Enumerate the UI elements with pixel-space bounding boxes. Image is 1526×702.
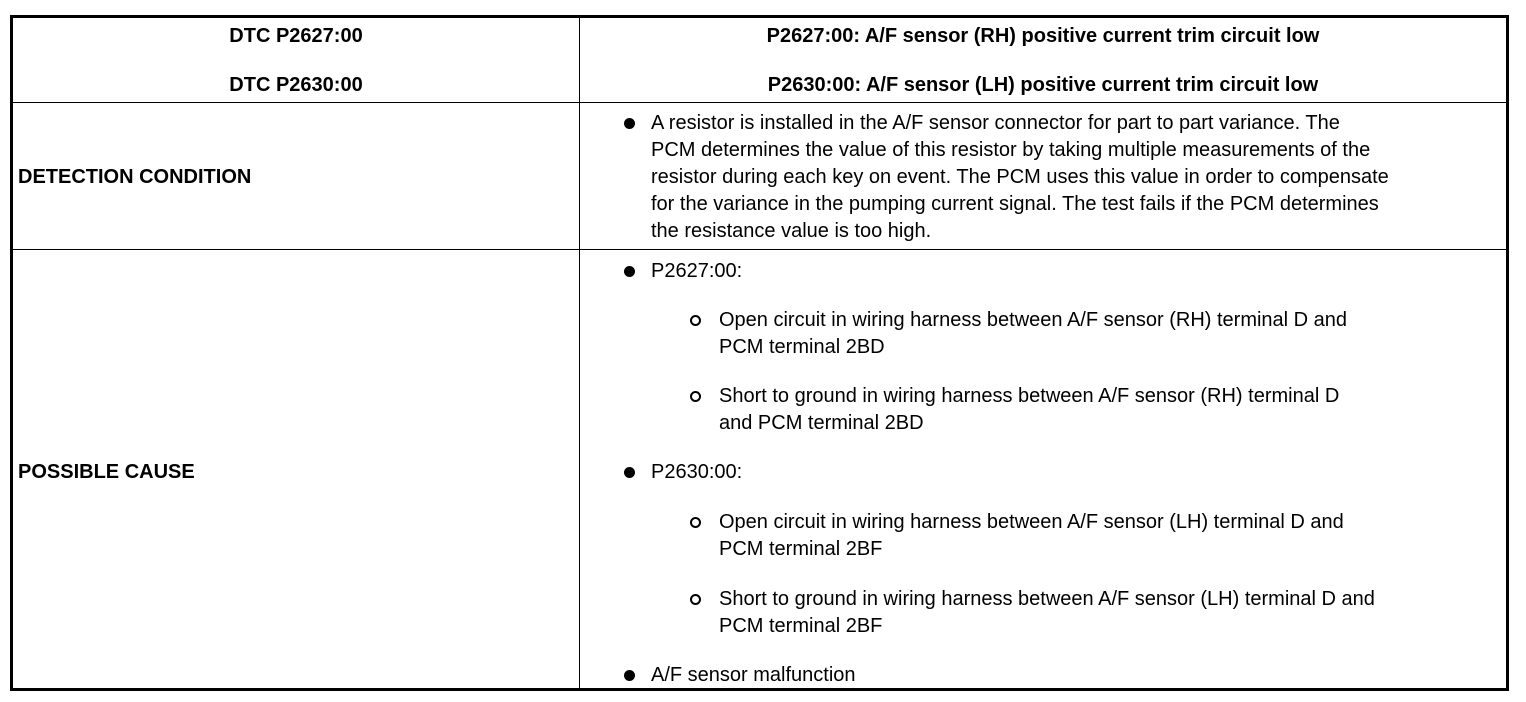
sub-bullet-icon	[690, 391, 701, 402]
dtc-code-2: DTC P2630:00	[229, 74, 363, 96]
cause-1-1-line-1: Open circuit in wiring harness between A/F sensor (RH) terminal D and	[719, 309, 1348, 331]
cause-2-1-line-1: Open circuit in wiring harness between A/F sensor (LH) terminal D and	[719, 511, 1344, 533]
cause-2-2-line-1: Short to ground in wiring harness between A/F sensor (LH) terminal D and	[719, 588, 1375, 610]
detection-line-1: A resistor is installed in the A/F sensor connector for part to part variance. The	[651, 112, 1340, 134]
detection-line-5: the resistance value is too high.	[651, 220, 932, 242]
dtc-description-2: P2630:00: A/F sensor (LH) positive current trim circuit low	[767, 74, 1319, 96]
sub-bullet-icon	[690, 594, 701, 605]
possible-cause-label: POSSIBLE CAUSE	[18, 461, 195, 483]
column-divider	[579, 18, 580, 688]
cause-last: A/F sensor malfunction	[651, 664, 856, 686]
bullet-icon	[624, 467, 635, 478]
cause-group-1-title: P2627:00:	[651, 260, 743, 282]
cause-2-2-line-2: PCM terminal 2BF	[719, 615, 883, 637]
cause-1-2-line-1: Short to ground in wiring harness between A/F sensor (RH) terminal D	[719, 385, 1340, 407]
sub-bullet-icon	[690, 315, 701, 326]
cause-1-2-line-2: and PCM terminal 2BD	[719, 412, 924, 434]
bullet-icon	[624, 118, 635, 129]
cause-2-1-line-2: PCM terminal 2BF	[719, 538, 883, 560]
bullet-icon	[624, 266, 635, 277]
detection-line-4: for the variance in the pumping current signal. The test fails if the PCM determines	[651, 193, 1379, 215]
dtc-table	[10, 15, 1509, 691]
row-divider-header	[13, 102, 1506, 103]
cause-1-1-line-2: PCM terminal 2BD	[719, 336, 885, 358]
detection-line-3: resistor during each key on event. The PCM uses this value in order to compensate	[651, 166, 1389, 188]
row-divider-detection	[13, 249, 1506, 250]
detection-line-2: PCM determines the value of this resistor by taking multiple measurements of the	[651, 139, 1371, 161]
bullet-icon	[624, 670, 635, 681]
sub-bullet-icon	[690, 517, 701, 528]
detection-condition-label: DETECTION CONDITION	[18, 166, 252, 188]
dtc-code-1: DTC P2627:00	[229, 25, 363, 47]
cause-group-2-title: P2630:00:	[651, 461, 743, 483]
dtc-description-1: P2627:00: A/F sensor (RH) positive current trim circuit low	[766, 25, 1320, 47]
